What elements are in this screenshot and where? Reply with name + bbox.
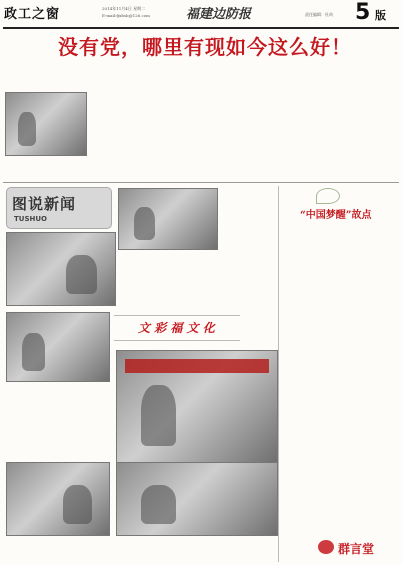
page-headline: 没有党，哪里有现如今这么好！ — [58, 35, 352, 59]
photo-caption-4 — [6, 425, 110, 455]
header-email: E-mail:fjxbsb@126.com — [102, 13, 150, 18]
masthead — [0, 0, 402, 30]
top-article-rule — [3, 182, 399, 183]
newspaper-name: 福建边防报 — [186, 7, 252, 22]
culture-banner-title: 文 彩 福 文 化 — [138, 321, 215, 335]
photo-caption-3 — [6, 392, 110, 422]
header-date: 2014年11月4日 星期二 — [102, 6, 146, 11]
tushuo-title: 图说新闻 — [12, 195, 77, 213]
photo-volunteers — [116, 462, 278, 536]
page-unit: 版 — [375, 9, 386, 22]
article-text-col3 — [167, 58, 239, 180]
sidebar-title: “中国梦醒”故点 — [300, 210, 372, 221]
photo-calligraphy — [6, 462, 110, 536]
culture-banner — [114, 315, 240, 341]
photo-caption-5 — [6, 536, 110, 562]
photo-exhibition — [116, 350, 278, 464]
photo-caption-6 — [116, 536, 276, 562]
article-photo-top — [5, 92, 87, 156]
photo-performance — [118, 188, 218, 250]
sidebar-leaf-decoration-icon — [316, 188, 340, 204]
sidebar-icon-label: 群言堂 — [338, 542, 375, 556]
header-rule — [3, 27, 399, 29]
article-text-col2 — [88, 58, 164, 180]
photo-caption-2 — [118, 274, 274, 314]
edition-label: 责任编辑：杜尚 — [305, 12, 333, 17]
exhibition-banner — [125, 359, 269, 373]
article-text-col4 — [242, 58, 318, 180]
photo-meeting — [6, 232, 116, 306]
article-text-col5 — [321, 58, 397, 152]
tushuo-logo — [6, 185, 116, 229]
chat-bubble-icon — [318, 540, 334, 554]
page-number: 5 — [355, 0, 371, 25]
photo-classroom — [6, 312, 110, 382]
sidebar-text — [286, 224, 394, 520]
article-text-col1 — [5, 58, 85, 90]
tushuo-title-en: TUSHUO — [14, 215, 47, 223]
section-title: 政工之窗 — [4, 7, 61, 22]
